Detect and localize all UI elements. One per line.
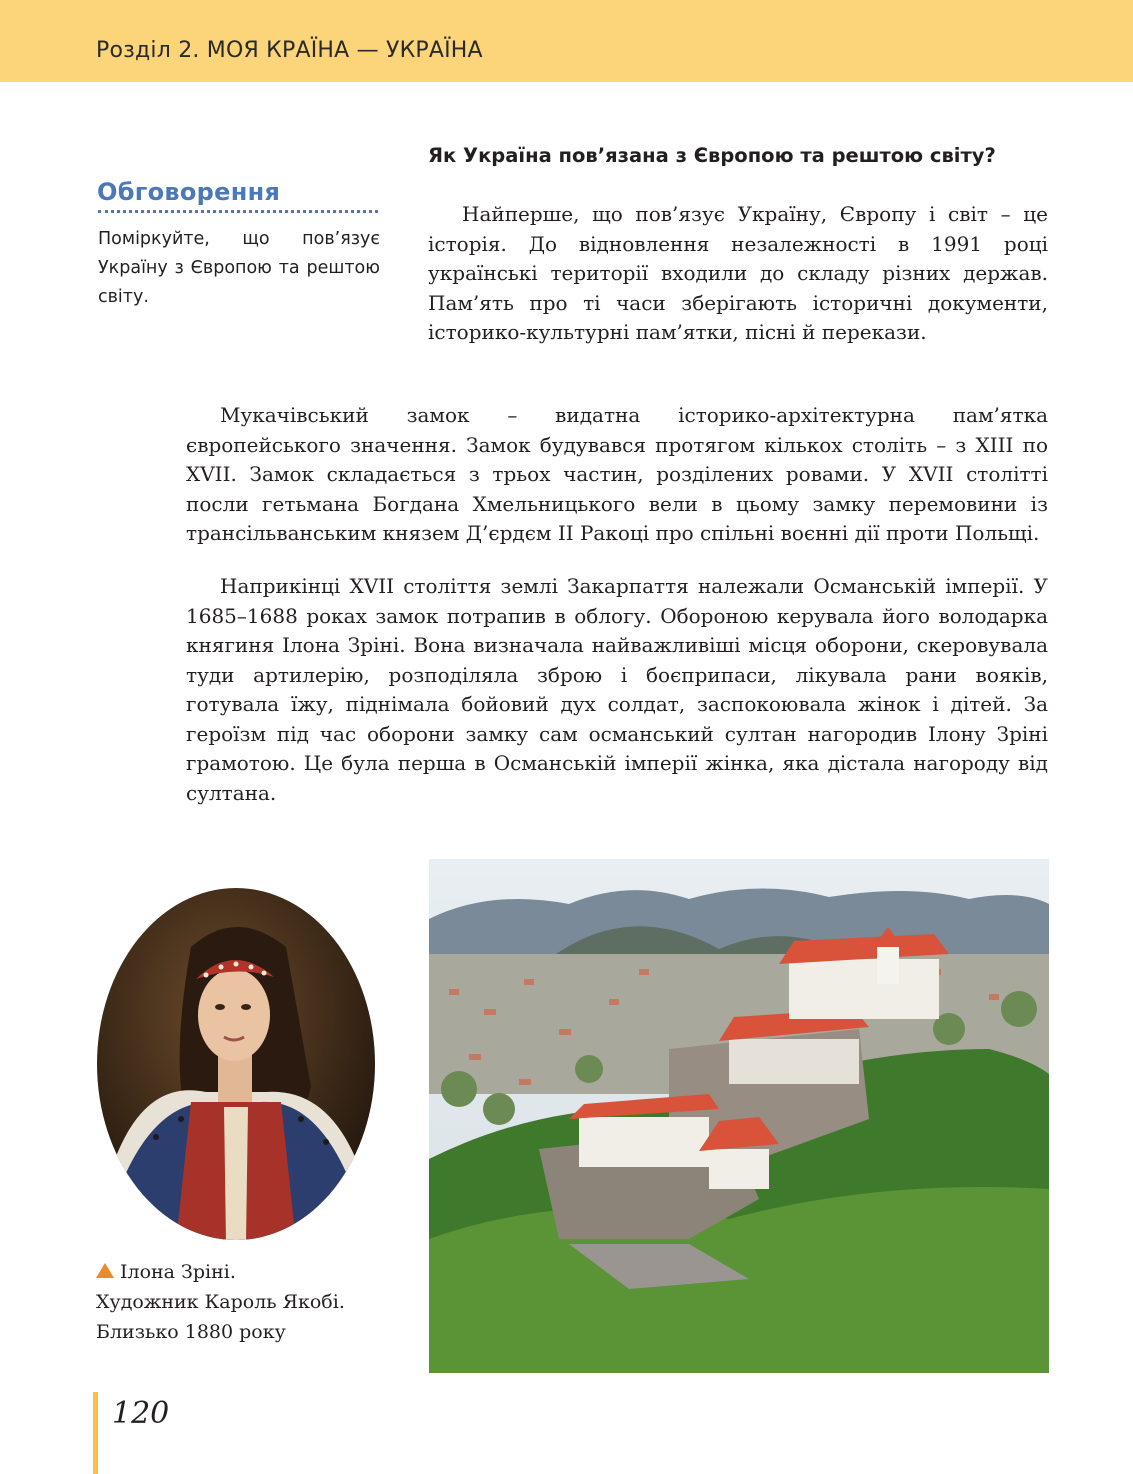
page-margin-bar — [93, 1392, 98, 1474]
section-question: Як Україна пов’язана з Європою та рештою світу? — [428, 144, 996, 167]
paragraph-siege: Наприкінці XVII століття землі Закарпаття належали Османській імперії. У 1685–1688 роках замок потрапив в облогу. Обороною керувала його володарка княгиня Ілона Зріні. Вона визначала найважливіші місця оборони, скеровувала туди артилерію, розподіляла зброю і боєприпаси, лікувала рани вояків, готувала їжу, піднімала бойовий дух солдат, заспокоювала жінок і дітей. За героїзм під час оборони замку сам османський султан нагородив Ілону Зріні грамотою. Це була перша в Османській імперії жінка, яка дістала нагороду від султана. — [186, 574, 1048, 805]
page-header — [0, 0, 1133, 82]
chapter-title: Розділ 2. МОЯ КРАЇНА — УКРАЇНА — [96, 38, 483, 63]
portrait-image — [96, 887, 376, 1242]
caption-line-2: Художник Кароль Якобі. — [96, 1291, 345, 1313]
page-number: 120 — [112, 1396, 170, 1431]
caption-line-1: Ілона Зріні. — [120, 1261, 236, 1283]
castle-photo — [429, 859, 1049, 1373]
paragraph-castle: Мукачівський замок – видатна історико-архітектурна пам’ятка європейського значення. Замок будувався протягом кількох століть – з XIII по XVII. Замок складається з трьох частин, розділених ровами. У XVII столітті посли гетьмана Богдана Хмельницького вели в цьому замку перемовини із трансільванським князем Д’єрдєм II Ракоці про спільні воєнні дії проти Польщі. — [186, 403, 1048, 545]
caption-line-3: Близько 1880 року — [96, 1321, 286, 1343]
paragraph-history: Найперше, що пов’язує Україну, Європу і світ – це історія. До відновлення незалежності в 1991 році українські території входили до складу різних держав. Пам’ять про ті часи зберігають історичні документи, історико-культурні пам’ятки, пісні й перекази. — [428, 202, 1048, 344]
caption-triangle-icon — [96, 1263, 114, 1278]
portrait-caption — [96, 1257, 345, 1347]
discussion-text: Поміркуйте, що пов’язує Україну з Європою та рештою світу. — [98, 229, 380, 307]
discussion-divider — [98, 210, 378, 213]
discussion-heading: Обговорення — [97, 178, 281, 206]
